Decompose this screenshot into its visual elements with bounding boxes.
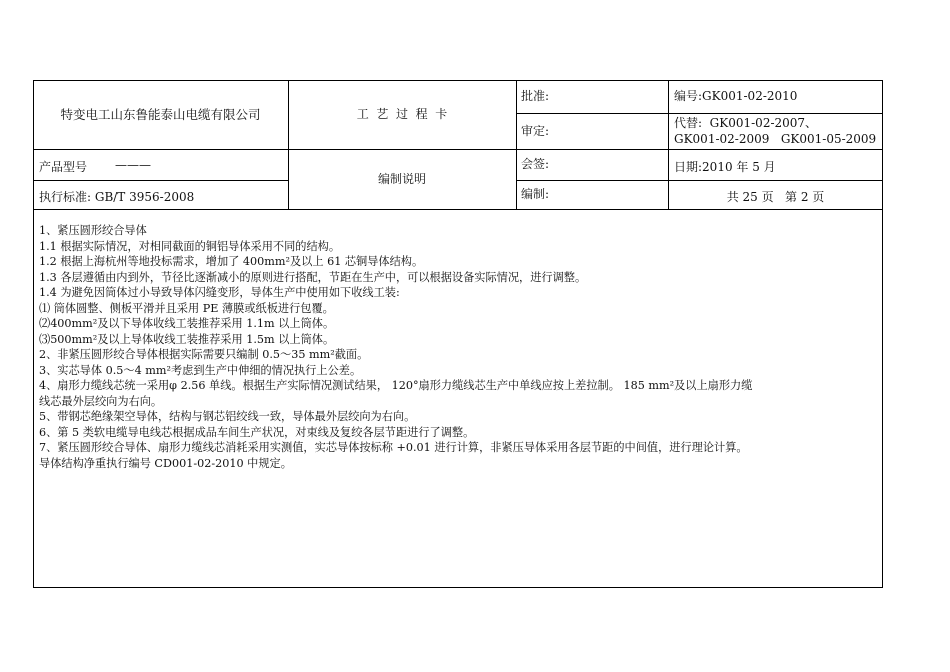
approve-label: 批准:	[521, 89, 550, 103]
replaces-line-2: GK001-02-2009 GK001-05-2009	[674, 132, 877, 146]
doc-code: 编号:GK001-02-2010	[674, 89, 798, 103]
body-line: ⑵400mm²及以下导体收线工装推荐采用 1.1m 以上筒体。	[39, 317, 335, 330]
row-divider-body	[33, 209, 883, 210]
product-model-label: 产品型号	[39, 160, 88, 174]
body-line: 1.1 根据实际情况，对相同截面的铜铝导体采用不同的结构。	[39, 239, 341, 253]
card-title: 工 艺 过 程 卡	[356, 107, 448, 121]
description-body	[39, 223, 879, 471]
body-line: 1.4 为避免因筒体过小导致导体闪缝变形，导体生产中使用如下收线工装:	[39, 286, 400, 299]
review-label: 审定:	[521, 124, 550, 138]
row-divider-header	[33, 149, 883, 150]
note-title: 编制说明	[377, 172, 426, 186]
body-line: 6、第 5 类软电缆导电线芯根据成品车间生产状况，对束线及复绞各层节距进行了调整。	[39, 425, 475, 439]
body-line: 1.3 各层遵循由内到外，节径比逐渐减小的原则进行搭配，节距在生产中，可以根据设备实际情况，进行调整。	[39, 270, 587, 284]
body-line: 2、非紧压圆形绞合导体根据实际需要只编制 0.5～35 mm²截面。	[39, 348, 369, 361]
body-line: 线芯最外层绞向为右向。	[39, 394, 163, 408]
standard-label: 执行标准: GB/T 3956-2008	[39, 190, 195, 204]
col-divider-1	[288, 80, 289, 209]
body-line: 5、带钢芯绝缘架空导体，结构与钢芯铝绞线一致，导体最外层绞向为右向。	[39, 410, 416, 423]
body-line: 1.2 根据上海杭州等地投标需求，增加了 400mm²及以上 61 芯铜导体结构。	[39, 255, 424, 268]
countersign-label: 会签:	[521, 157, 550, 171]
col-divider-2	[516, 80, 517, 209]
page-count: 共 25 页 第 2 页	[726, 190, 825, 204]
replaces-line-1: 代替: GK001-02-2007、	[674, 116, 818, 130]
body-line: ⑴ 筒体圆整、侧板平滑并且采用 PE 薄膜或纸板进行包覆。	[39, 301, 334, 315]
issue-date: 日期:2010 年 5 月	[674, 160, 776, 174]
body-line: 4、扇形力缆线芯统一采用φ 2.56 单线。根据生产实际情况测试结果， 120°扇形力缆线芯生产中单线应按上差拉制。 185 mm²及以上扇形力缆	[39, 379, 753, 392]
row-divider-lower-left	[33, 180, 288, 181]
prepare-label: 编制:	[521, 187, 550, 201]
row-divider-top	[516, 113, 883, 114]
body-line: 7、紧压圆形绞合导体、扇形力缆线芯消耗采用实测值，实芯导体按标称 +0.01 进行计算，非紧压导体采用各层节距的中间值，进行理论计算。	[39, 441, 748, 454]
body-line: 导体结构净重执行编号 CD001-02-2010 中规定。	[39, 456, 292, 470]
body-line: 1、紧压圆形绞合导体	[39, 224, 147, 237]
product-model-value: ———	[115, 158, 151, 172]
company-name: 特变电工山东鲁能泰山电缆有限公司	[60, 107, 261, 122]
body-line: ⑶500mm²及以上导体收线工装推荐采用 1.5m 以上筒体。	[39, 332, 335, 346]
row-divider-lower-right	[516, 180, 883, 181]
body-line: 3、实芯导体 0.5～4 mm²考虑到生产中伸细的情况执行上公差。	[39, 363, 362, 377]
